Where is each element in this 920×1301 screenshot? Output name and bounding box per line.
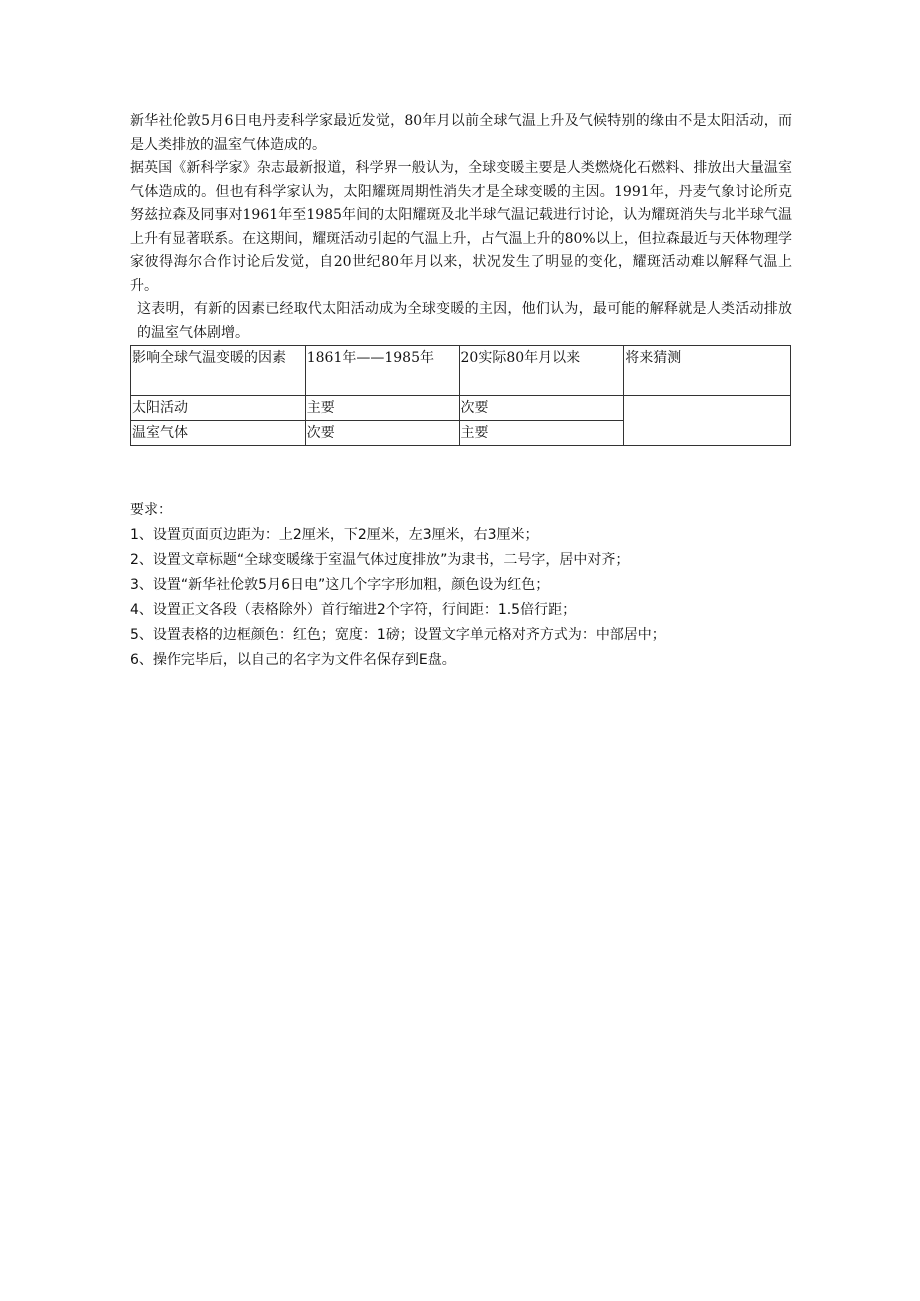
table-cell-forecast <box>624 396 791 446</box>
table-cell-late: 主要 <box>459 421 624 446</box>
table-header-cell: 1861年——1985年 <box>305 346 459 396</box>
requirement-item: 6、操作完毕后，以自己的名字为文件名保存到E盘。 <box>130 652 456 668</box>
climate-factors-table <box>130 345 791 446</box>
table-header-cell: 影响全球气温变暖的因素 <box>131 346 306 396</box>
requirement-item: 3、设置“新华社伦敦5月6日电”这几个字字形加粗，颜色设为红色； <box>130 577 550 593</box>
table-header-cell: 将来猜测 <box>624 346 791 396</box>
requirements-section <box>130 498 792 673</box>
table-cell-factor: 温室气体 <box>131 421 306 446</box>
article-paragraph-3: 这表明，有新的因素已经取代太阳活动成为全球变暖的主因，他们认为，最可能的解释就是人类活动排放的温室气体剧增。 <box>137 301 792 341</box>
table-header-row <box>131 346 791 396</box>
table-cell-late: 次要 <box>459 396 624 421</box>
requirements-title: 要求： <box>130 502 172 518</box>
table-row <box>131 396 791 421</box>
document-page <box>130 110 792 673</box>
requirement-item: 2、设置文章标题“全球变暖缘于室温气体过度排放”为隶书，二号字，居中对齐； <box>130 552 630 568</box>
requirement-item: 1、设置页面页边距为：上2厘米，下2厘米，左3厘米，右3厘米； <box>130 527 539 543</box>
requirement-item: 5、设置表格的边框颜色：红色；宽度：1磅；设置文字单元格对齐方式为：中部居中； <box>130 627 666 643</box>
article-paragraph-1: 新华社伦敦5月6日电丹麦科学家最近发觉，80年月以前全球气温上升及气候特别的缘由不是太阳活动，而是人类排放的温室气体造成的。 <box>130 113 792 153</box>
table-cell-early: 主要 <box>305 396 459 421</box>
article-paragraph-2: 据英国《新科学家》杂志最新报道，科学界一般认为，全球变暖主要是人类燃烧化石燃料、排放出大量温室气体造成的。但也有科学家认为，太阳耀斑周期性消失才是全球变暖的主因。1991年，丹麦气象讨论所克努兹拉森及同事对1961年至1985年间的太阳耀斑及北半球气温记载进行讨论，认为耀斑消失与北半球气温上升有显著联系。在这期间，耀斑活动引起的气温上升，占气温上升的80%以上，但拉森最近与天体物理学家彼得海尔合作讨论后发觉，自20世纪80年月以来，状况发生了明显的变化，耀斑活动难以解释气温上升。 <box>130 160 792 294</box>
table-cell-early: 次要 <box>305 421 459 446</box>
table-cell-factor: 太阳活动 <box>131 396 306 421</box>
requirement-item: 4、设置正文各段（表格除外）首行缩进2个字符，行间距：1.5倍行距； <box>130 602 577 618</box>
table-header-cell: 20实际80年月以来 <box>459 346 624 396</box>
